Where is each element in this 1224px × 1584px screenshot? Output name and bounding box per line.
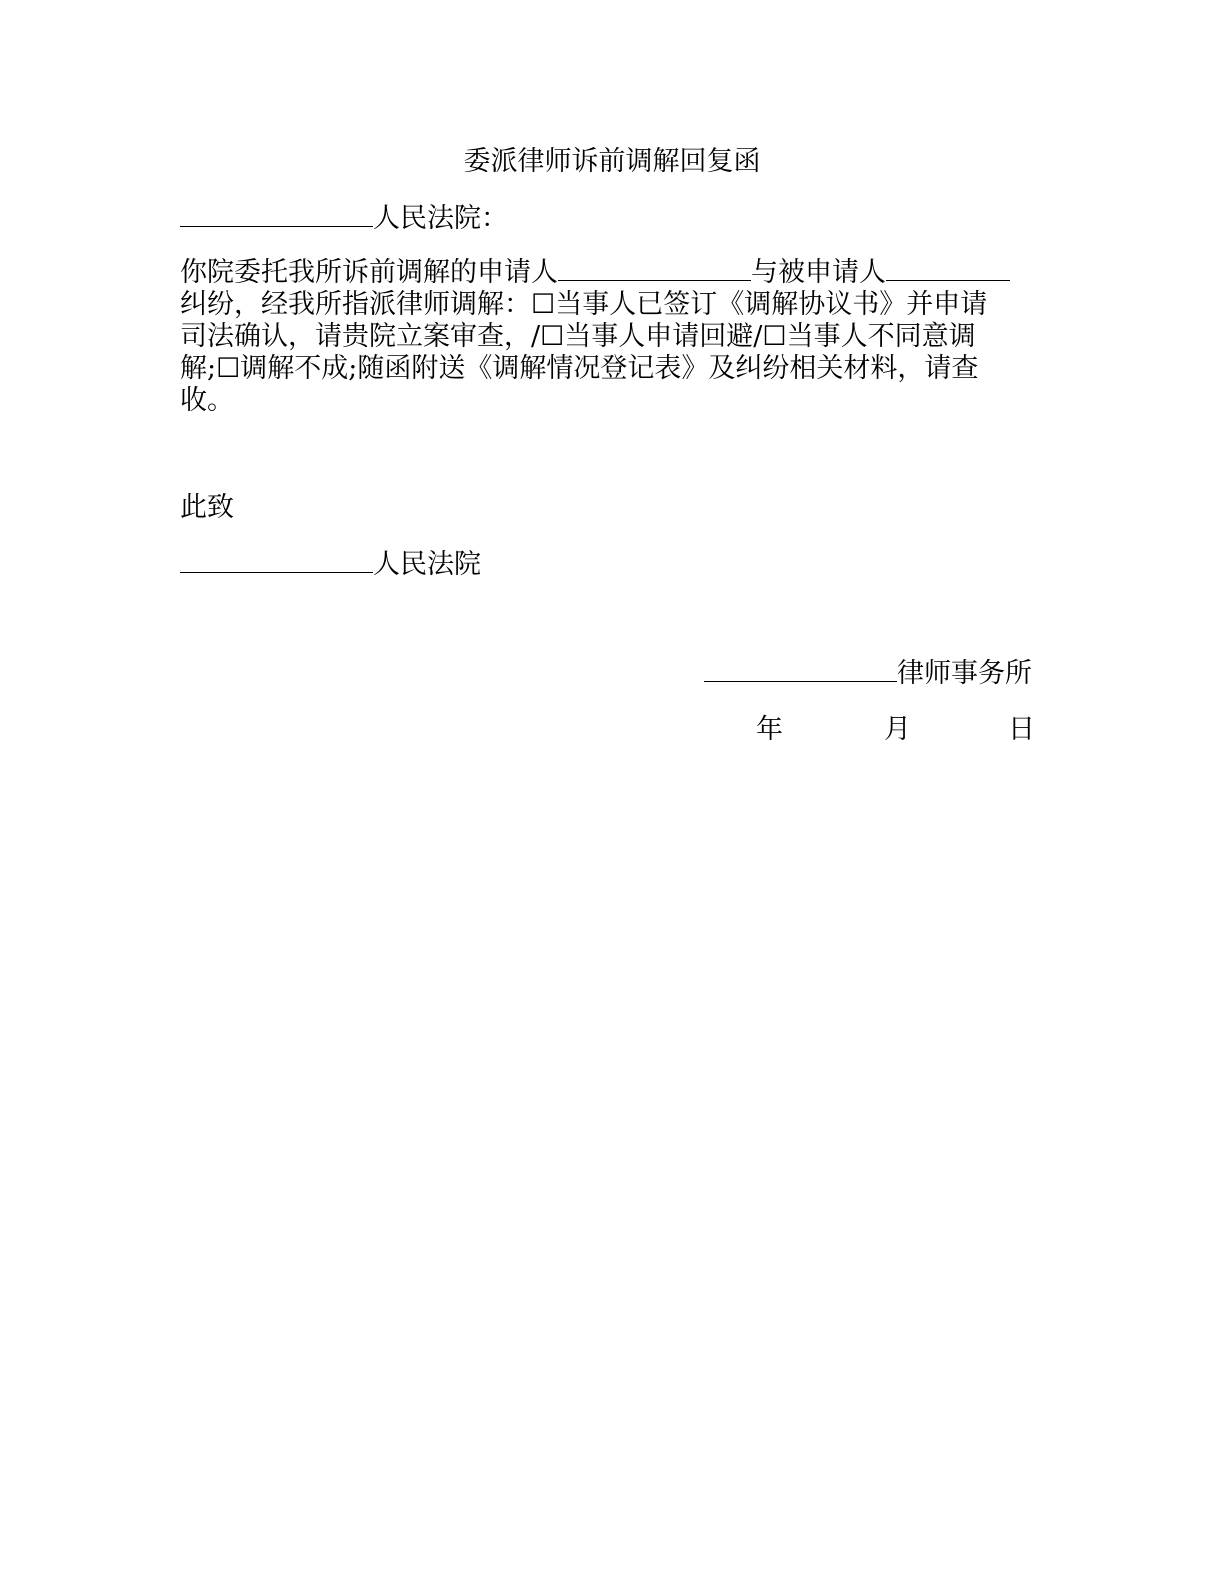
addressee-line <box>180 200 508 237</box>
body-row-1-prefix: 你院委托我所诉前调解的申请人 <box>180 257 558 288</box>
court-name-blank[interactable] <box>180 200 373 227</box>
body-row-1-mid: 与被申请人 <box>751 257 886 288</box>
body-row-4: 解;☐调解不成;随函附送《调解情况登记表》及纠纷相关材料，请查 <box>180 353 979 384</box>
body-row-2: 纠纷，经我所指派律师调解：☐当事人已签订《调解协议书》并申请 <box>180 289 988 320</box>
date-line <box>756 712 1034 748</box>
respondent-blank[interactable] <box>886 254 1010 281</box>
addressee-suffix: 人民法院： <box>373 203 508 234</box>
body-row-1 <box>180 254 1030 289</box>
closing-recipient-line <box>180 546 481 583</box>
date-day: 日 <box>1008 714 1035 745</box>
closing-recipient-suffix: 人民法院 <box>373 549 481 580</box>
closing-court-blank[interactable] <box>180 546 373 573</box>
law-firm-signature-line <box>704 655 1032 692</box>
closing-salutation: 此致 <box>180 492 234 523</box>
body-row-5: 收。 <box>180 385 234 416</box>
body-row-3: 司法确认，请贵院立案审查，/☐当事人申请回避/☐当事人不同意调 <box>180 321 976 352</box>
applicant-blank[interactable] <box>558 254 751 281</box>
date-year: 年 <box>756 714 783 745</box>
date-month: 月 <box>884 714 911 745</box>
body-paragraph <box>180 254 1030 417</box>
law-firm-name-blank[interactable] <box>704 655 897 682</box>
law-firm-suffix: 律师事务所 <box>897 658 1032 689</box>
document-title: 委派律师诉前调解回复函 <box>463 146 761 177</box>
